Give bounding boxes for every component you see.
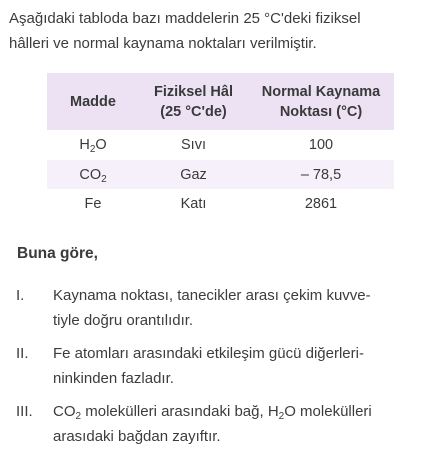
cell-fiziksel-hal: Katı [180, 196, 207, 213]
intro-line-1: Aşağıdaki tabloda bazı maddelerin 25 °C'deki fiziksel [9, 10, 361, 27]
statement-numeral: I. [16, 287, 25, 304]
formula-co: CO [53, 403, 76, 420]
statement-i [16, 283, 426, 333]
statement-line-2: ninkinden fazladır. [53, 370, 174, 387]
statement-iii [16, 399, 426, 449]
question-lead: Buna göre, [17, 245, 98, 262]
cell-madde [47, 130, 139, 160]
header-fiziksel-hal-line-1: Fiziksel Hâl [154, 83, 233, 100]
header-kaynama-line-1: Normal Kaynama [261, 83, 381, 100]
formula-subscript: 2 [75, 411, 82, 422]
statement-line-1: Kaynama noktası, tanecikler arası çekim kuvve- [53, 287, 371, 304]
header-kaynama-noktasi [248, 73, 394, 130]
cell-kaynama-noktasi: – 78,5 [248, 160, 394, 190]
table-row [47, 130, 394, 160]
header-madde-label: Madde [70, 93, 116, 110]
formula-subscript: 2 [278, 411, 285, 422]
statement-line-2: arasıdaki bağdan zayıftır. [53, 428, 221, 445]
formula-subscript: 2 [101, 173, 107, 185]
statement-line-2: tiyle doğru orantılıdır. [53, 312, 194, 329]
cell-madde [47, 189, 139, 219]
formula-rest: O [95, 136, 107, 153]
header-fiziksel-hal [139, 73, 248, 130]
statement-text: O molekülleri [284, 403, 372, 420]
formula-main: CO [79, 166, 102, 183]
cell-fiziksel-hal: Sıvı [181, 136, 206, 153]
header-kaynama-line-2: Noktası (°C) [279, 103, 363, 120]
cell-kaynama-noktasi: 100 [308, 136, 334, 153]
cell-fiziksel-hal: Gaz [139, 160, 248, 190]
intro-text [9, 6, 429, 56]
table-row [47, 160, 394, 190]
intro-line-2: hâlleri ve normal kaynama noktaları verilmiştir. [9, 35, 317, 52]
statement-ii [16, 341, 426, 391]
header-fiziksel-hal-line-2: (25 °C'de) [160, 103, 227, 120]
statement-numeral: II. [16, 345, 29, 362]
table-header-row [47, 73, 394, 130]
statements-list [16, 283, 426, 457]
cell-kaynama-noktasi: 2861 [304, 196, 338, 213]
header-madde [47, 73, 139, 130]
statement-text: molekülleri arasındaki bağ, H [81, 403, 279, 420]
formula-subscript: 2 [89, 143, 96, 155]
statement-numeral: III. [16, 403, 33, 420]
cell-madde [47, 160, 139, 190]
statement-line-1: Fe atomları arasındaki etkileşim gücü diğerleri- [53, 345, 364, 362]
statement-line-1 [53, 399, 426, 424]
table-row [47, 189, 394, 219]
substances-table [47, 73, 394, 219]
formula-main: Fe [84, 196, 102, 213]
formula-main: H [79, 136, 90, 153]
